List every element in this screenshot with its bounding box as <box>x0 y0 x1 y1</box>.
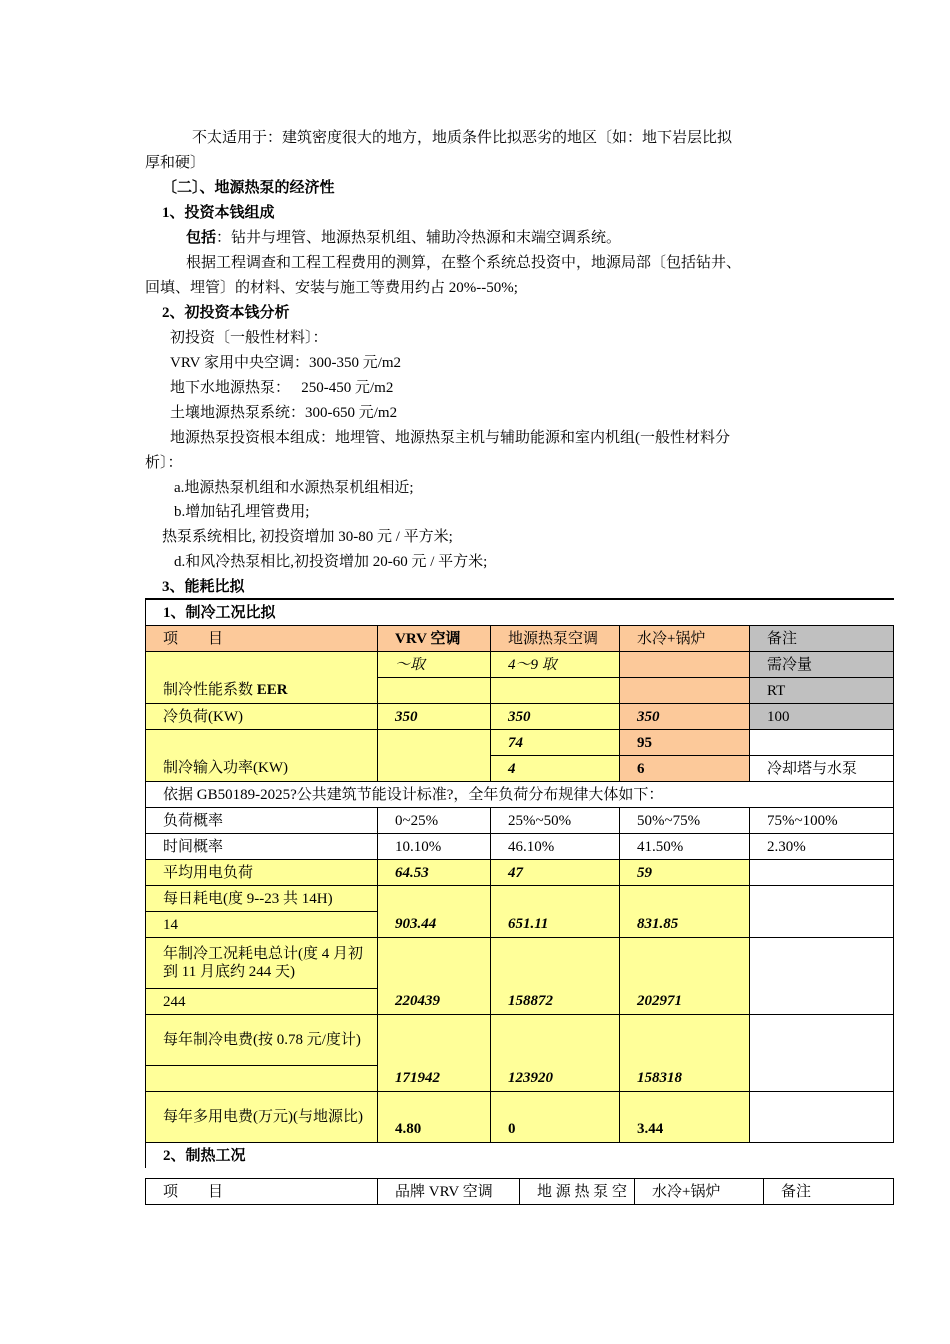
header-vrv: VRV 空调 <box>378 626 491 652</box>
para-unsuitable-line2: 厚和硬〕 <box>145 155 206 171</box>
table-row <box>146 1092 894 1143</box>
heating-header-remark: 备注 <box>764 1179 894 1205</box>
extra-label: 每年多用电费(万元)(与地源比) <box>146 1092 378 1143</box>
heating-header-vrv: 品牌 VRV 空调 <box>378 1179 520 1205</box>
extra-water: 3.44 <box>620 1092 750 1143</box>
load-water: 350 <box>620 704 750 730</box>
eer-label-unit: EER <box>256 682 288 698</box>
time-3: 41.50% <box>620 834 750 860</box>
header-remark: 备注 <box>750 626 894 652</box>
time-4: 2.30% <box>750 834 894 860</box>
heading-initial-investment: 2、初投资本钱分析 <box>162 305 290 321</box>
year-remark <box>750 938 894 1015</box>
eer-label <box>146 652 378 704</box>
extra-remark <box>750 1092 894 1143</box>
eer-remark-a: 需冷量 <box>750 652 894 678</box>
year-water: 202971 <box>620 938 750 1015</box>
fee-label: 每年制冷电费(按 0.78 元/度计) <box>146 1015 378 1066</box>
eer-label-text: 制冷性能系数 <box>163 682 257 698</box>
daily-ground: 651.11 <box>491 886 620 938</box>
prob-4: 75%~100% <box>750 808 894 834</box>
year-label: 年制冷工况耗电总计(度 4 月初到 11 月底约 244 天) <box>146 938 378 989</box>
year-vrv: 220439 <box>378 938 491 1015</box>
heading-energy-comparison: 3、能耗比拟 <box>162 579 245 595</box>
para-groundwater-cost: 地下水地源热泵： 250-450 元/m2 <box>170 380 394 396</box>
input-power-remark-b: 冷却塔与水泵 <box>750 756 894 782</box>
table-header-row <box>146 626 894 652</box>
time-2: 46.10% <box>491 834 620 860</box>
eer-vrv: ～取 <box>378 652 491 678</box>
table-row <box>146 1015 894 1066</box>
avg-remark <box>750 860 894 886</box>
para-includes <box>186 228 621 248</box>
input-power-water-b: 6 <box>620 756 750 782</box>
energy-comparison-table <box>145 598 894 1168</box>
prob-label: 负荷概率 <box>146 808 378 834</box>
year-days: 244 <box>146 989 378 1015</box>
list-item-b: b.增加钻孔埋管费用; <box>174 504 310 520</box>
input-power-vrv <box>378 730 491 782</box>
eer-remark-b: RT <box>750 678 894 704</box>
load-label: 冷负荷(KW) <box>146 704 378 730</box>
time-label: 时间概率 <box>146 834 378 860</box>
extra-vrv: 4.80 <box>378 1092 491 1143</box>
para-unsuitable-line1: 不太适用于：建筑密度很大的地方，地质条件比拟恶劣的地区〔如：地下岩层比拟 <box>192 130 733 146</box>
eer-ground-b <box>491 678 620 704</box>
input-power-remark-a <box>750 730 894 756</box>
load-vrv: 350 <box>378 704 491 730</box>
list-item-d: d.和风冷热泵相比,初投资增加 20-60 元 / 平方米; <box>174 554 488 570</box>
para-vrv-cost: VRV 家用中央空调：300-350 元/m2 <box>170 355 402 371</box>
table-row <box>146 782 894 808</box>
daily-vrv: 903.44 <box>378 886 491 938</box>
section-heating-title: 2、制热工况 <box>146 1143 894 1169</box>
prob-3: 50%~75% <box>620 808 750 834</box>
includes-text: ：钻井与埋管、地源热泵机组、辅助冷热源和末端空调系统。 <box>216 230 622 246</box>
avg-ground: 47 <box>491 860 620 886</box>
fee-vrv: 171942 <box>378 1015 491 1092</box>
heading-economics: 〔二〕、地源热泵的经济性 <box>162 180 335 196</box>
eer-ground: 4～9 取 <box>491 652 620 678</box>
daily-label: 每日耗电(度 9--23 共 14H) <box>146 886 378 912</box>
header-item: 项 目 <box>146 626 378 652</box>
load-ground: 350 <box>491 704 620 730</box>
section-cooling-title: 1、制冷工况比拟 <box>146 599 894 626</box>
eer-vrv-b <box>378 678 491 704</box>
heating-header-water: 水冷+锅炉 <box>635 1179 764 1205</box>
input-power-label: 制冷输入功率(KW) <box>146 730 378 782</box>
header-water-boiler: 水冷+锅炉 <box>620 626 750 652</box>
daily-remark <box>750 886 894 938</box>
basis-note: 依据 GB50189-2025?公共建筑节能设计标准?，全年负荷分布规律大体如下： <box>146 782 894 808</box>
heating-header-item: 项 目 <box>146 1179 378 1205</box>
avg-label: 平均用电负荷 <box>146 860 378 886</box>
extra-ground: 0 <box>491 1092 620 1143</box>
para-survey-line2: 回填、埋管〕的材料、安装与施工等费用约占 20%--50%; <box>145 280 518 296</box>
table-row <box>146 808 894 834</box>
header-ground-source: 地源热泵空调 <box>491 626 620 652</box>
prob-2: 25%~50% <box>491 808 620 834</box>
list-item-a: a.地源热泵机组和水源热泵机组相近; <box>174 480 414 496</box>
fee-empty <box>146 1066 378 1092</box>
para-initial-investment: 初投资〔一般性材料〕： <box>170 330 328 346</box>
list-item-c: 热泵系统相比, 初投资增加 30-80 元 / 平方米; <box>162 529 453 545</box>
section-cooling-row <box>146 599 894 626</box>
table-row <box>146 938 894 989</box>
table-row <box>146 730 894 756</box>
daily-hours: 14 <box>146 912 378 938</box>
fee-remark <box>750 1015 894 1092</box>
para-survey-line1: 根据工程调查和工程工程费用的测算，在整个系统总投资中，地源局部〔包括钻井、 <box>186 255 742 271</box>
year-ground: 158872 <box>491 938 620 1015</box>
heating-header-row <box>146 1179 894 1205</box>
prob-1: 0~25% <box>378 808 491 834</box>
fee-water: 158318 <box>620 1015 750 1092</box>
para-composition-line2: 析〕： <box>145 455 183 471</box>
table-row <box>146 652 894 678</box>
heating-header-table <box>145 1178 894 1205</box>
load-remark: 100 <box>750 704 894 730</box>
time-1: 10.10% <box>378 834 491 860</box>
daily-water: 831.85 <box>620 886 750 938</box>
includes-label: 包括 <box>186 230 217 246</box>
heading-investment-composition: 1、投资本钱组成 <box>162 205 275 221</box>
section-heating-row <box>146 1143 894 1169</box>
table-row <box>146 860 894 886</box>
eer-water <box>620 652 750 678</box>
input-power-water-a: 95 <box>620 730 750 756</box>
fee-ground: 123920 <box>491 1015 620 1092</box>
input-power-ground-a: 74 <box>491 730 620 756</box>
eer-water-b <box>620 678 750 704</box>
input-power-ground-b: 4 <box>491 756 620 782</box>
avg-water: 59 <box>620 860 750 886</box>
table-row <box>146 886 894 912</box>
para-composition-line1: 地源热泵投资根本组成：地埋管、地源热泵主机与辅助能源和室内机组(一般性材料分 <box>170 430 730 446</box>
avg-vrv: 64.53 <box>378 860 491 886</box>
table-row <box>146 704 894 730</box>
heating-header-ground: 地 源 热 泵 空 <box>520 1179 635 1205</box>
table-row <box>146 834 894 860</box>
para-soil-cost: 土壤地源热泵系统：300-650 元/m2 <box>170 405 398 421</box>
